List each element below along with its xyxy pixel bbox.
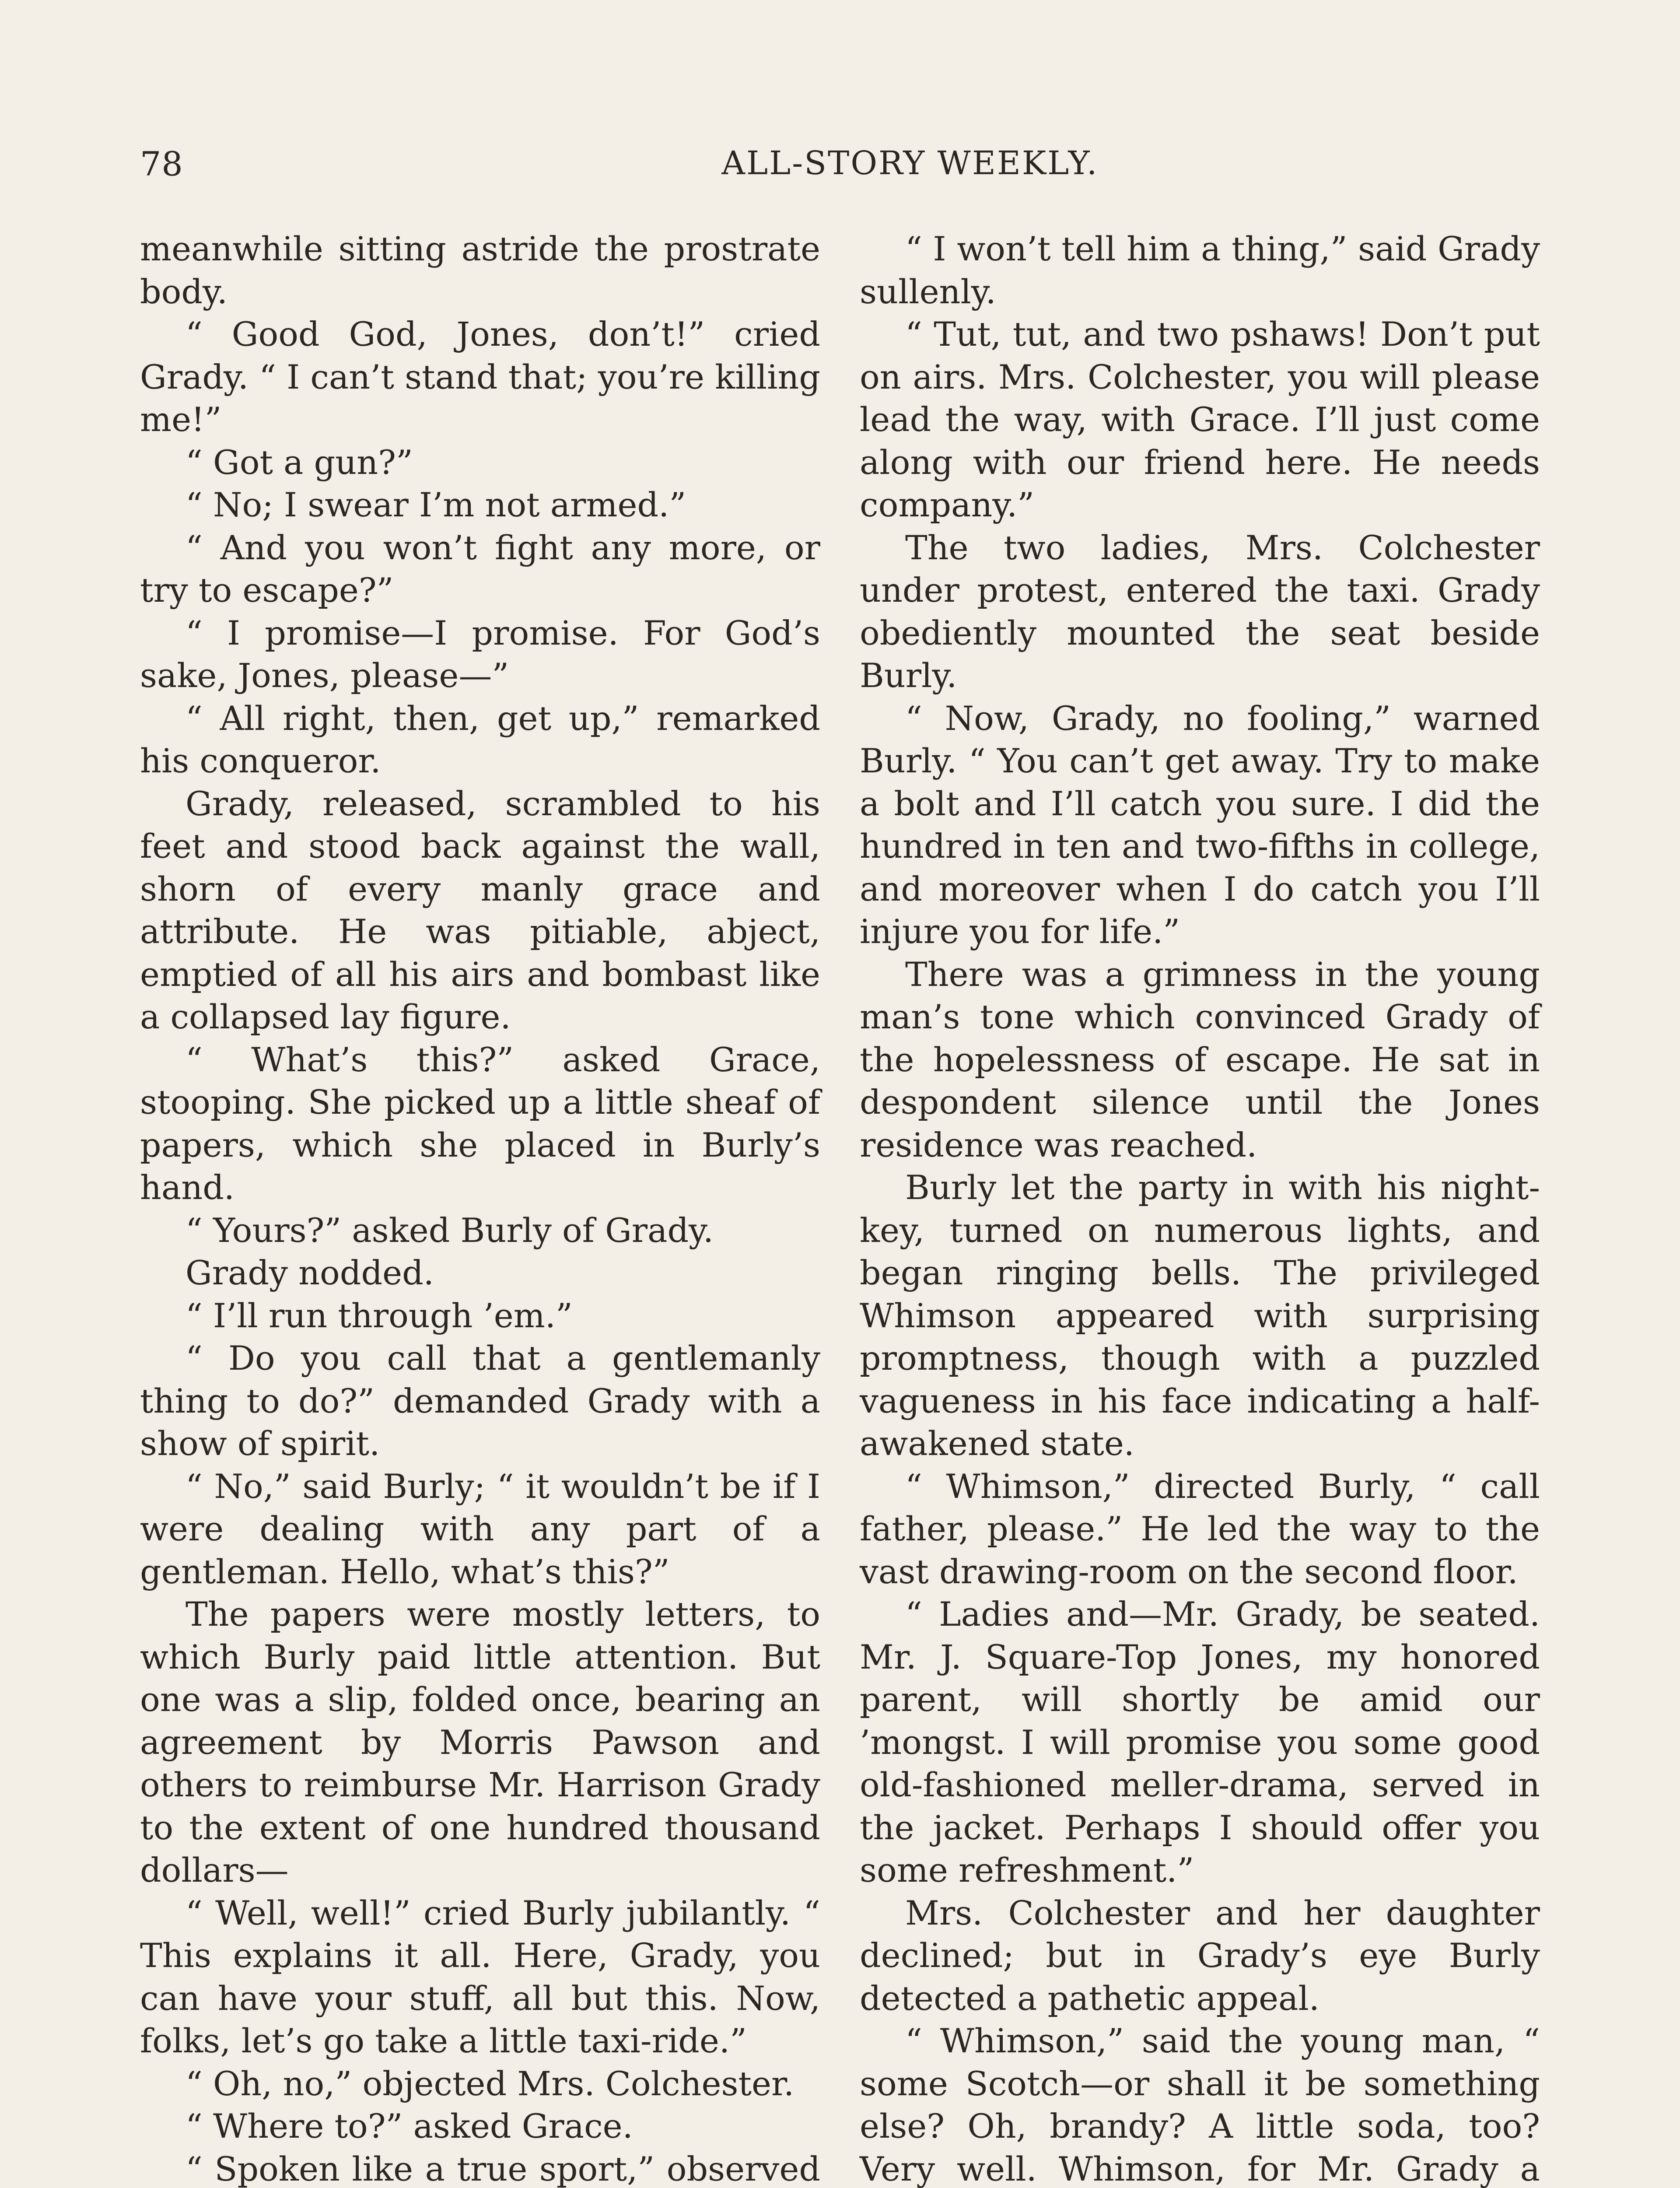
running-title: ALL-STORY WEEKLY. <box>721 144 1099 182</box>
paragraph: “ What’s this?” asked Grace, stooping. She picked up a little sheaf of papers, which she placed in Burly’s hand. <box>140 1040 820 1207</box>
paragraph: “ Do you call that a gentlemanly thing to do?” demanded Grady with a show of spirit. <box>140 1339 820 1463</box>
paragraph: Burly let the party in with his night-key, turned on numerous lights, and began ringing bells. The privileged Whimson appeared with surprising promptness, though with a puzzled vagueness in his face indicating a half-awakened state. <box>860 1168 1540 1463</box>
paragraph: meanwhile sitting astride the prostrate body. <box>140 229 820 311</box>
page-number: 78 <box>140 144 183 183</box>
paragraph: “ Got a gun?” <box>186 442 413 482</box>
paragraph: “ I’ll run through ’em.” <box>186 1296 573 1335</box>
paragraph: “ Where to?” asked Grace. <box>186 2107 633 2146</box>
paragraph: “ Whimson,” said the young man, “ some Scotch—or shall it be something else? Oh, brandy? A little soda, too? Very well. Whimson, for Mr. Grady a <box>860 2021 1540 2188</box>
paragraph: “ Yours?” asked Burly of Grady. <box>186 1210 714 1250</box>
paragraph: There was a grimness in the young man’s tone which convinced Grady of the hopelessness of escape. He sat in despondent silence until the Jones residence was reached. <box>860 954 1540 1164</box>
paragraph: “ Oh, no,” objected Mrs. Colchester. <box>186 2064 794 2103</box>
paragraph: “ Now, Grady, no fooling,” warned Burly. “ You can’t get away. Try to make a bolt and I’ll catch you sure. I did the hundred in ten and two-fifths in college, and moreover when I do catch you I’ll injure you for life.” <box>860 698 1540 951</box>
paragraph: “ Good God, Jones, don’t!” cried Grady. “ I can’t stand that; you’re killing me!” <box>140 315 820 439</box>
page-header <box>140 144 1540 193</box>
paragraph: “ I promise—I promise. For God’s sake, Jones, please—” <box>140 613 820 695</box>
paragraph: The papers were mostly letters, to which Burly paid little attention. But one was a slip, folded once, bearing an agreement by Morris Pawson and others to reimburse Mr. Harrison Grady to the extent of one hundred thousand dollars— <box>140 1595 820 1890</box>
paragraph: “ All right, then, get up,” remarked his conqueror. <box>140 698 820 780</box>
paragraph: “ Well, well!” cried Burly jubilantly. “ This explains it all. Here, Grady, you can have your stuff, all but this. Now, folks, let’s go take a little taxi-ride.” <box>140 1893 820 2060</box>
paragraph: “ And you won’t fight any more, or try to escape?” <box>140 528 820 610</box>
paragraph: Grady nodded. <box>186 1253 434 1292</box>
text-columns <box>140 228 1540 2188</box>
paragraph: “ Spoken like a true sport,” observed <box>186 2149 820 2188</box>
paragraph: The two ladies, Mrs. Colchester under protest, entered the taxi. Grady obediently mounted the seat beside Burly. <box>860 528 1540 695</box>
left-column <box>140 228 820 2188</box>
paragraph: Mrs. Colchester and her daughter declined; but in Grady’s eye Burly detected a pathetic appeal. <box>860 1893 1540 2018</box>
paragraph: “ Ladies and—Mr. Grady, be seated. Mr. J. Square-Top Jones, my honored parent, will shortly be amid our ’mongst. I will promise you some good old-fashioned meller-drama, served in the jacket. Perhaps I should offer you some refreshment.” <box>860 1595 1540 1890</box>
paragraph: “ No; I swear I’m not armed.” <box>186 485 686 524</box>
paragraph: “ Tut, tut, and two pshaws! Don’t put on airs. Mrs. Colchester, you will please lead the way, with Grace. I’ll just come along with our friend here. He needs company.” <box>860 315 1540 524</box>
paragraph: “ Whimson,” directed Burly, “ call father, please.” He led the way to the vast drawing-room on the second floor. <box>860 1466 1540 1591</box>
paragraph: “ I won’t tell him a thing,” said Grady sullenly. <box>860 229 1540 311</box>
paragraph: “ No,” said Burly; “ it wouldn’t be if I were dealing with any part of a gentleman. Hello, what’s this?” <box>140 1466 820 1591</box>
right-column <box>860 228 1540 2188</box>
paragraph: Grady, released, scrambled to his feet and stood back against the wall, shorn of every manly grace and attribute. He was pitiable, abject, emptied of all his airs and bombast like a collapsed lay figure. <box>140 784 820 1036</box>
